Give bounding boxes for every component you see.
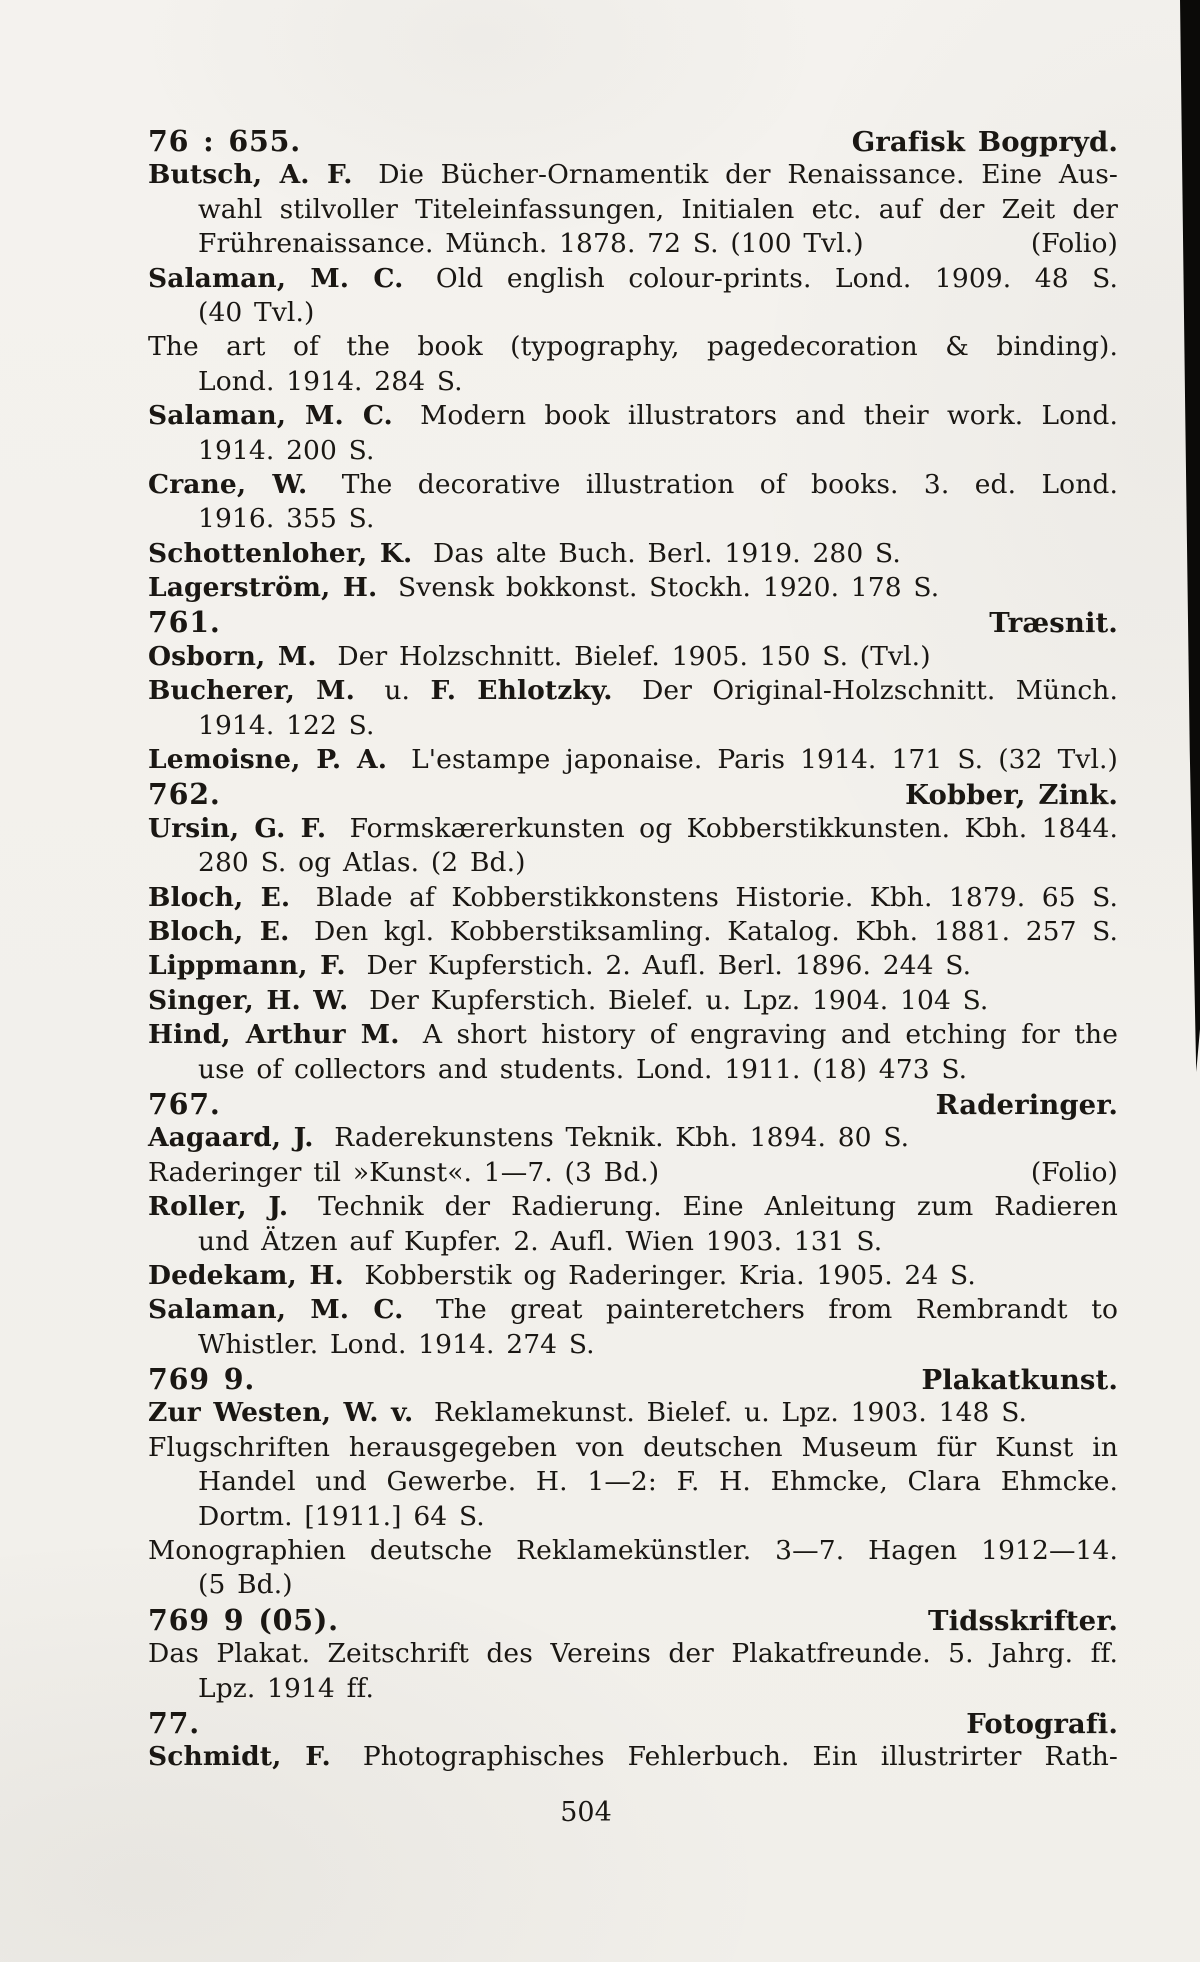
entry-author: Schmidt, F.: [148, 1741, 331, 1773]
entry-text: (5 Bd.): [198, 1569, 293, 1601]
entry-line: [148, 1225, 1118, 1259]
section-title: Tidsskrifter.: [928, 1604, 1118, 1637]
entry-author: Crane, W.: [148, 468, 308, 500]
entry-line: [148, 365, 1118, 399]
entry-text: Raderekunstens Teknik. Kbh. 1894. 80 S.: [334, 1122, 910, 1154]
entry-line: [148, 1534, 1118, 1568]
section-header: [148, 124, 1118, 158]
entry-line: [148, 743, 1118, 777]
section-code: 769 9.: [148, 1362, 256, 1397]
entry-text: Svensk bokkonst. Stockh. 1920. 178 S.: [398, 572, 940, 604]
entry-line: [148, 1053, 1118, 1087]
section-title: Fotografi.: [966, 1707, 1118, 1740]
section-code: 767.: [148, 1086, 221, 1121]
section-header: [148, 605, 1118, 639]
page-text-block: [148, 124, 1118, 1775]
entry-format-note: (Folio): [1030, 228, 1118, 260]
entry-text: The great painteretchers from Rembrandt to: [436, 1294, 1118, 1326]
entry-line: [148, 468, 1118, 502]
section-header: [148, 1362, 1118, 1396]
entry-text: (40 Tvl.): [198, 296, 315, 328]
entry-author: Zur Westen, W. v.: [148, 1397, 414, 1429]
entry-text: Dortm. [1911.] 64 S.: [198, 1500, 485, 1532]
entry-line: [148, 434, 1118, 468]
section-title: Kobber, Zink.: [905, 779, 1118, 812]
entry-line: [148, 846, 1118, 880]
entry-line: [148, 571, 1118, 605]
entry-text: Technik der Radierung. Eine Anleitung zum Radieren: [318, 1191, 1118, 1223]
entry-line: [148, 1259, 1118, 1293]
entry-text: Der Original-Holzschnitt. Münch.: [642, 675, 1119, 707]
entry-text: Raderinger til »Kunst«. 1—7. (3 Bd.): [148, 1156, 660, 1188]
entry-line: [148, 502, 1118, 536]
entry-text: Reklamekunst. Bielef. u. Lpz. 1903. 148 S.: [434, 1397, 1028, 1429]
entry-line: [148, 674, 1118, 708]
section-code: 762.: [148, 777, 221, 812]
entry-text: Das Plakat. Zeitschrift des Vereins der Plakatfreunde. 5. Jahrg. ff.: [148, 1638, 1118, 1670]
entry-text: Lond. 1914. 284 S.: [198, 365, 463, 397]
section-title: Raderinger.: [935, 1088, 1118, 1121]
entry-line: [148, 330, 1118, 364]
entry-format-note: (Folio): [1030, 1156, 1118, 1188]
entry-line: [148, 949, 1118, 983]
entry-text: Whistler. Lond. 1914. 274 S.: [198, 1328, 595, 1360]
entry-author: Bloch, E.: [148, 915, 290, 947]
entry-text: Frührenaissance. Münch. 1878. 72 S. (100 Tvl.): [198, 228, 864, 260]
entry-author: Singer, H. W.: [148, 984, 349, 1016]
entry-text: Monographien deutsche Reklamekünstler. 3—7. Hagen 1912—14.: [148, 1535, 1118, 1567]
section-header: [148, 1087, 1118, 1121]
entry-author: Hind, Arthur M.: [148, 1019, 400, 1051]
entry-line: [148, 1500, 1118, 1534]
entry-text: Old english colour-prints. Lond. 1909. 48 S.: [435, 262, 1118, 294]
entry-author: Ursin, G. F.: [148, 812, 327, 844]
entry-line: [148, 1328, 1118, 1362]
scan-edge-artifact: [1173, 0, 1200, 1072]
entry-text: Blade af Kobberstikkonstens Historie. Kbh. 1879. 65 S.: [315, 881, 1118, 913]
entry-text: 1914. 200 S.: [198, 434, 375, 466]
entry-line: [148, 1396, 1118, 1430]
entry-author: Lemoisne, P. A.: [148, 744, 388, 776]
entry-line: [148, 227, 1118, 261]
entry-text: Formskærerkunsten og Kobberstikkunsten. Kbh. 1844.: [349, 812, 1118, 844]
entry-line: [148, 1156, 1118, 1190]
entry-line: [148, 640, 1118, 674]
section-header: [148, 1706, 1118, 1740]
entry-author: Salaman, M. C.: [148, 262, 404, 294]
entry-text: 280 S. og Atlas. (2 Bd.): [198, 847, 526, 879]
entry-line: [148, 158, 1118, 192]
entry-text: Kobberstik og Raderinger. Kria. 1905. 24 S.: [364, 1259, 976, 1291]
entry-text: Den kgl. Kobberstiksamling. Katalog. Kbh. 1881. 257 S.: [314, 915, 1118, 947]
section-code: 76 : 655.: [148, 124, 301, 158]
entry-text: Modern book illustrators and their work. Lond.: [420, 400, 1118, 432]
entry-line: [148, 1018, 1118, 1052]
entry-line: [148, 709, 1118, 743]
entry-line: [148, 1672, 1118, 1706]
entry-line: [148, 881, 1118, 915]
entry-line: [148, 1121, 1118, 1155]
entry-text: Das alte Buch. Berl. 1919. 280 S.: [433, 537, 901, 569]
entry-author: Lippmann, F.: [148, 950, 346, 982]
entry-text: L'estampe japonaise. Paris 1914. 171 S. (32 Tvl.): [411, 744, 1118, 776]
entry-author: F. Ehlotzky.: [430, 675, 613, 707]
entry-text: use of collectors and students. Lond. 1911. (18) 473 S.: [198, 1053, 968, 1085]
entry-author: Lagerström, H.: [148, 572, 378, 604]
entry-text: und Ätzen auf Kupfer. 2. Aufl. Wien 1903. 131 S.: [198, 1225, 883, 1257]
entry-text: The decorative illustration of books. 3. ed. Lond.: [341, 468, 1118, 500]
entry-text: Flugschriften herausgegeben von deutschen Museum für Kunst in: [148, 1431, 1118, 1463]
entry-author: Butsch, A. F.: [148, 159, 353, 191]
entry-line: [148, 193, 1118, 227]
entry-line: [148, 537, 1118, 571]
entry-author: Schottenloher, K.: [148, 537, 413, 569]
entry-author: Salaman, M. C.: [148, 400, 393, 432]
section-header: [148, 1603, 1118, 1637]
entry-line: [148, 1431, 1118, 1465]
entry-text: 1916. 355 S.: [198, 503, 375, 535]
entry-author: Bloch, E.: [148, 881, 291, 913]
entry-text: Photographisches Fehlerbuch. Ein illustrirter Rath-: [362, 1741, 1118, 1773]
entry-line: [148, 1465, 1118, 1499]
entry-line: [148, 296, 1118, 330]
entry-text: Lpz. 1914 ff.: [198, 1672, 374, 1704]
section-title: Plakatkunst.: [921, 1364, 1118, 1397]
entry-author: Salaman, M. C.: [148, 1294, 404, 1326]
entry-line: [148, 1637, 1118, 1671]
section-title: Træsnit.: [989, 607, 1118, 640]
entry-line: [148, 1190, 1118, 1224]
section-code: 761.: [148, 605, 221, 640]
entry-text: Die Bücher-Ornamentik der Renaissance. Eine Aus-: [378, 159, 1118, 191]
page-number: 504: [560, 1797, 612, 1828]
section-header: [148, 777, 1118, 811]
entry-author: Osborn, M.: [148, 640, 317, 672]
entry-author: Roller, J.: [148, 1191, 289, 1223]
entry-text: Handel und Gewerbe. H. 1—2: F. H. Ehmcke, Clara Ehmcke.: [198, 1466, 1118, 1498]
entry-line: [148, 915, 1118, 949]
entry-line: [148, 1740, 1118, 1774]
section-code: 77.: [148, 1705, 200, 1740]
entry-line: [148, 1293, 1118, 1327]
entry-line: [148, 399, 1118, 433]
entry-text: The art of the book (typography, pagedecoration & binding).: [148, 331, 1118, 363]
entry-text: Der Kupferstich. 2. Aufl. Berl. 1896. 244 S.: [366, 950, 972, 982]
section-title: Grafisk Bogpryd.: [851, 126, 1118, 158]
entry-text: A short history of engraving and etching for the: [422, 1019, 1118, 1051]
entry-author: Dedekam, H.: [148, 1259, 344, 1291]
entry-text: wahl stilvoller Titeleinfassungen, Initialen etc. auf der Zeit der: [198, 193, 1118, 225]
entry-line: [148, 1568, 1118, 1602]
entry-line: [148, 984, 1118, 1018]
section-code: 769 9 (05).: [148, 1602, 339, 1637]
entry-author: Aagaard, J.: [148, 1122, 314, 1154]
entry-author: Bucherer, M.: [148, 675, 355, 707]
entry-text: Der Holzschnitt. Bielef. 1905. 150 S. (Tvl.): [337, 640, 931, 672]
entry-text: 1914. 122 S.: [198, 709, 375, 741]
entry-line: [148, 812, 1118, 846]
entry-text: Der Kupferstich. Bielef. u. Lpz. 1904. 104 S.: [369, 984, 989, 1016]
entry-connector: u.: [384, 675, 411, 707]
entry-line: [148, 262, 1118, 296]
